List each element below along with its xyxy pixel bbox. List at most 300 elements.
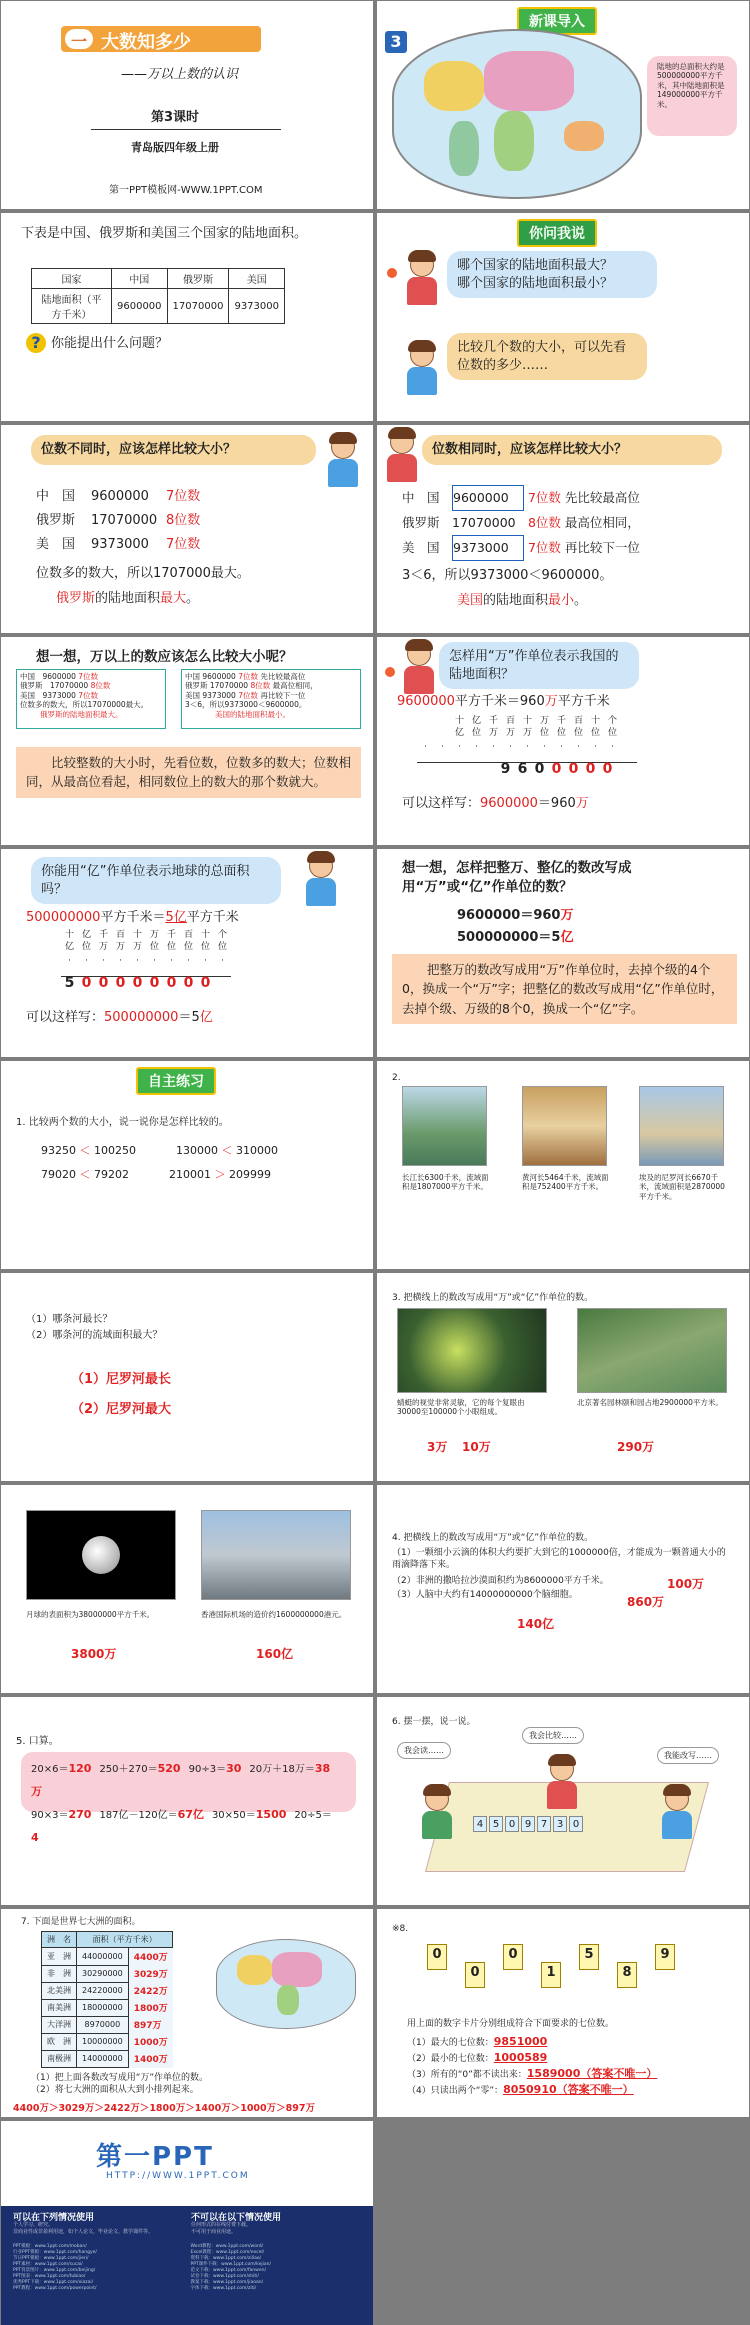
th-russia: 俄罗斯 (167, 269, 229, 289)
place-label: 万 (505, 728, 515, 738)
res-unit: 万 (575, 796, 589, 811)
row-digits: 7位数 (527, 540, 561, 555)
place-label: 位 (166, 942, 176, 952)
world-map (392, 29, 642, 199)
number-card: 9 (521, 1816, 535, 1832)
answer: 1000589 (493, 2051, 548, 2064)
row-number: 17070000 (452, 515, 516, 530)
kid-1 (417, 1787, 455, 1841)
digit: 0 (149, 975, 160, 991)
digit: 5 (64, 975, 75, 991)
answer: 8050910（答案不唯一） (503, 2083, 634, 2096)
area: 14000000 (77, 2050, 129, 2067)
star-label: ※8. (392, 1924, 409, 1934)
question: 你能提出什么问题？ (51, 336, 169, 351)
nile-photo (639, 1086, 724, 1166)
mini-conclusion: 3＜6，所以9373000＜9600000。 (185, 700, 307, 710)
bubble: 你能用“亿”作单位表示地球的总面积吗？ (31, 857, 281, 904)
title-number: 一 (65, 29, 93, 49)
slide-1-title[interactable] (1, 1, 373, 209)
eq-mid: 平方千米＝ (100, 910, 166, 925)
q: 3. 把横线上的数改写成用“万”或“亿”作单位的数。 (392, 1293, 594, 1303)
slide-11-practice[interactable] (1, 1061, 373, 1269)
mini-result: 美国的陆地面积最小。 (215, 709, 290, 719)
place-label: 位 (607, 728, 617, 738)
row-tip: 再比较下一位 (564, 540, 640, 555)
place-label: 百 (573, 716, 583, 726)
summer-palace-photo (577, 1308, 727, 1393)
digit-card: 9 (655, 1944, 675, 1970)
compare-rows (402, 485, 640, 561)
sign: ＜ (221, 1144, 233, 1157)
expression: 187亿－120亿＝ (99, 1810, 178, 1821)
mini-conclusion: 位数多的数大，所以17070000最大。 (20, 700, 149, 710)
continent: 南极洲 (42, 2050, 77, 2067)
q1: （1）哪条河最长？ (26, 1314, 113, 1325)
digit: 0 (183, 975, 194, 991)
number-card: 3 (553, 1816, 567, 1832)
slide-7-summary[interactable] (1, 637, 373, 845)
digit-card: 1 (541, 1962, 561, 1988)
digit-card: 0 (503, 1944, 523, 1970)
mini-number: 9373000 (202, 690, 236, 700)
girl-avatar (399, 642, 437, 696)
q1: 哪个国家的陆地面积最大？ (457, 258, 614, 273)
place-label: 十 (200, 930, 210, 940)
place-label: 万 (539, 716, 549, 726)
table-row (42, 1965, 173, 1982)
caption-dragonfly: 蜻蜓的视觉非常灵敏，它的每个复眼由30000至100000个小眼组成。 (397, 1398, 525, 1417)
number-card: 5 (489, 1816, 503, 1832)
a1: 3万 (427, 1440, 448, 1454)
slide-8-wan[interactable] (377, 637, 749, 845)
cannot-item: 任何形式的在线付费下载。 (191, 2222, 252, 2228)
digit: 0 (98, 975, 109, 991)
val-china: 9600000 (112, 289, 168, 324)
slide-13-answers[interactable] (1, 1273, 373, 1481)
row-tip: 先比较最高位 (564, 490, 640, 505)
airport-photo (201, 1510, 351, 1600)
bullet-icon (385, 667, 395, 677)
q: 4. 把横线上的数改写成用“万”或“亿”作单位的数。 (392, 1533, 594, 1543)
sign: ＜ (79, 1144, 91, 1157)
country: 俄罗斯 (56, 591, 96, 606)
line-2 (407, 2051, 547, 2066)
digit: 0 (166, 975, 177, 991)
eq-mid: 平方千米＝960 (454, 694, 545, 709)
place-dot: · (492, 742, 495, 752)
conclusion-2 (56, 590, 199, 608)
digit: 0 (551, 761, 562, 777)
rule-box: 把整万的数改写成用“万”作单位时，去掉个级的4个0，换成一个“万”字；把整亿的数改写成用“亿”作单位时，去掉个级、万级的8个0，换成一个“亿”字。 (392, 954, 737, 1024)
line-1 (407, 2035, 547, 2050)
area: 10000000 (77, 2033, 129, 2050)
place-label: 个 (217, 930, 227, 940)
place-label: 万 (132, 942, 142, 952)
place-dot: · (594, 742, 597, 752)
th-name: 洲 名 (42, 1932, 77, 1948)
q: 7. 下面是世界七大洲的面积。 (21, 1917, 141, 1927)
area: 18000000 (77, 1999, 129, 2016)
link-item: 试卷下载：www.1ppt.com/shiti/ (190, 2274, 259, 2280)
num-right: 310000 (236, 1144, 278, 1157)
conclusion-2 (457, 592, 587, 610)
place-dot: · (475, 742, 478, 752)
a3: 290万 (617, 1440, 655, 1454)
mini-digits: 8位数 (250, 681, 271, 691)
bubble: 怎样用“万”作单位表示我国的陆地面积？ (439, 642, 639, 689)
boy-avatar (323, 435, 361, 489)
link-item: PPT课件下载：www.1ppt.com/kejian/ (190, 2262, 271, 2268)
place-label: 万 (115, 942, 125, 952)
a2: （2）尼罗河最大 (71, 1402, 172, 1417)
link-item: 范文下载：www.1ppt.com/fanwen/ (190, 2268, 266, 2274)
row-number: 9373000 (452, 535, 524, 561)
place-label: 百 (505, 716, 515, 726)
slide-5-compare-digits[interactable] (1, 425, 373, 633)
number-card: 7 (537, 1816, 551, 1832)
expression: 20÷5＝ (294, 1810, 332, 1821)
row-digits: 7位数 (527, 490, 561, 505)
link-item: Word教程：www.1ppt.com/word/ (190, 2244, 264, 2249)
th-area: 面积（平方千米） (77, 1932, 173, 1948)
expression: 20×6＝ (31, 1764, 69, 1775)
area-wan: 1000万 (133, 2038, 168, 2048)
boy-avatar (301, 854, 339, 908)
bubble: 位数相同时，应该怎样比较大小？ (422, 435, 722, 465)
caption-airport: 香港国际机场的造价约1600000000港元。 (201, 1610, 347, 1619)
tag-practice: 自主练习 (136, 1067, 216, 1095)
table-row (42, 1982, 173, 1999)
girl-avatar (402, 253, 440, 307)
mini-result: 俄罗斯的陆地面积最大。 (40, 709, 123, 719)
world-map-small (216, 1939, 356, 2029)
res-label: 可以这样写： (26, 1010, 105, 1025)
eq-number: 9600000 (397, 694, 455, 709)
place-dot: · (543, 742, 546, 752)
eq-unit: 5亿 (165, 910, 187, 925)
yellow-river-photo (522, 1086, 607, 1166)
table-row (42, 2033, 173, 2050)
area-wan: 3029万 (133, 1970, 168, 1980)
result (402, 795, 589, 813)
mini-slide-2 (181, 669, 361, 729)
th-usa: 美国 (229, 269, 285, 289)
row-country: 俄罗斯 (402, 515, 440, 530)
answer-bubble: 比较几个数的大小，可以先看位数的多少…… (447, 333, 647, 380)
a2: 860万 (627, 1595, 665, 1609)
dragonfly-photo (397, 1308, 547, 1393)
mini-tip: 先比较最高位 (260, 672, 306, 681)
example-2 (457, 929, 573, 947)
row-digits: 7位数 (166, 537, 201, 552)
table-row (42, 1999, 173, 2016)
mini-row: 美国 9373000 (20, 690, 76, 700)
answer: 30 (226, 1762, 242, 1775)
place-dot: · (221, 956, 224, 966)
slide-15-moon[interactable] (1, 1485, 373, 1693)
badge-3: 3 (385, 31, 407, 53)
answer: 9851000 (493, 2035, 548, 2048)
place-dot: · (509, 742, 512, 752)
num-right: 209999 (229, 1168, 271, 1181)
logo: 第一PPT (96, 2142, 214, 2172)
place-dot: · (85, 956, 88, 966)
tag-ask: 你问我说 (517, 219, 597, 247)
continent-table (41, 1931, 173, 2068)
row-label: 陆地面积（平方千米） (32, 289, 112, 324)
subtitle: ——万以上数的认识 (121, 67, 239, 82)
can-list (13, 2222, 173, 2235)
answer: 4 (31, 1831, 39, 1844)
num-left: 93250 (41, 1144, 76, 1157)
can-title: 可以在下列情况使用 (13, 2213, 95, 2223)
digit: 0 (568, 761, 579, 777)
mini-digits: 7位数 (238, 672, 258, 681)
num-left: 130000 (176, 1144, 218, 1157)
link-item: PPT模板：www.1ppt.com/moban/ (13, 2244, 87, 2249)
label: （3）所有的“0”都不读出来： (407, 2070, 527, 2080)
q: 5. 口算。 (16, 1736, 59, 1747)
row-country: 中 国 (36, 489, 76, 504)
continent: 非 洲 (42, 1965, 77, 1982)
num-right: 100250 (94, 1144, 136, 1157)
place-label: 亿 (64, 942, 74, 952)
place-label: 十 (522, 716, 532, 726)
row-number: 9600000 (452, 485, 524, 511)
slide-9-yi[interactable] (1, 849, 373, 1057)
row-number: 9600000 (91, 489, 149, 504)
slide-3-table[interactable] (1, 213, 373, 421)
kid-3 (657, 1787, 695, 1841)
link-item: 行业PPT模板：www.1ppt.com/hangye/ (13, 2250, 97, 2256)
digit: 0 (81, 975, 92, 991)
place-label: 十 (64, 930, 74, 940)
place-chart (417, 717, 647, 777)
caption-moon: 月球的表面积为38000000平方千米。 (26, 1610, 155, 1619)
place-dot: · (560, 742, 563, 752)
link-list (13, 2244, 363, 2293)
mini-row: 俄罗斯 17070000 (20, 681, 89, 691)
bubble: 位数不同时，应该怎样比较大小？ (31, 435, 316, 465)
res-label: 可以这样写： (402, 796, 481, 811)
answer: 270 (68, 1808, 92, 1821)
digit: 0 (132, 975, 143, 991)
row-number: 17070000 (91, 513, 158, 528)
label: （2）最小的七位数： (407, 2054, 494, 2064)
place-dot: · (611, 742, 614, 752)
bubble-rewrite: 我能改写…… (657, 1747, 719, 1764)
digit: 0 (534, 761, 545, 777)
mini-tip: 最高位相同， (272, 681, 318, 691)
answer: 67亿 (177, 1808, 204, 1821)
area-note: 陆地的总面积大约是500000000平方千米，其中陆地面积是149000000平方千米。 (647, 56, 737, 136)
link-item: 节日PPT模板：www.1ppt.com/jieri/ (13, 2256, 89, 2262)
row-digits: 8位数 (166, 513, 201, 528)
oral-box (21, 1752, 356, 1844)
expression: 90÷3＝ (188, 1764, 227, 1775)
row-tip: 最高位相同， (564, 515, 640, 530)
can-item: 个人学习、研究。 (13, 2222, 54, 2228)
place-dot: · (68, 956, 71, 966)
line-2: （2）非洲的撒哈拉沙漠面积约为8600000平方千米。 (392, 1576, 609, 1586)
intro-text: 下表是中国、俄罗斯和美国三个国家的陆地面积。 (21, 226, 308, 241)
rewrite-title: 想一想，怎样把整万、整亿的数改写成用“万”或“亿”作单位的数？ (402, 860, 632, 895)
practice-q: 1. 比较两个数的大小，说一说你是怎样比较的。 (16, 1117, 229, 1128)
lesson: 第3课时 (151, 110, 200, 125)
slide-21-credits[interactable] (1, 2121, 373, 2325)
place-dot: · (119, 956, 122, 966)
expression: 30×50＝ (211, 1810, 256, 1821)
place-label: 位 (149, 942, 159, 952)
row-digits: 8位数 (527, 515, 561, 530)
place-label: 万 (149, 930, 159, 940)
equation (26, 909, 239, 927)
girl-avatar (382, 430, 420, 484)
place-dot: · (136, 956, 139, 966)
slide-2-map[interactable] (377, 1, 749, 209)
place-label: 位 (539, 728, 549, 738)
slide-6-compare-same[interactable] (377, 425, 749, 633)
eq-end: 平方千米 (557, 694, 610, 709)
place-label: 万 (488, 728, 498, 738)
link-item: PPT图表：www.1ppt.com/tubiao/ (13, 2274, 86, 2280)
answer: 1589000（答案不唯一） (526, 2067, 658, 2080)
place-label: 千 (98, 930, 108, 940)
period: 。 (186, 591, 200, 606)
place-label: 百 (115, 930, 125, 940)
res-eq: ＝5 (178, 1010, 200, 1025)
expression: 20万＋18万＝ (249, 1764, 315, 1775)
place-dot: · (424, 742, 427, 752)
place-label: 亿 (81, 930, 91, 940)
mini-digits: 7位数 (78, 690, 99, 700)
expression: 90×3＝ (31, 1810, 69, 1821)
place-dot: · (577, 742, 580, 752)
info-panel (1, 2206, 373, 2325)
row-digits: 7位数 (166, 489, 201, 504)
row-country: 美 国 (36, 537, 76, 552)
label: （1）最大的七位数： (407, 2038, 494, 2048)
place-label: 千 (166, 930, 176, 940)
result: 最大 (160, 591, 187, 606)
pairs (41, 1139, 278, 1187)
place-label: 位 (556, 728, 566, 738)
caption-nile: 埃及的尼罗河长6670千米，流域面积是2870000平方千米。 (639, 1173, 725, 1201)
bullet-icon (387, 268, 397, 278)
place-label: 十 (132, 930, 142, 940)
digit: 0 (200, 975, 211, 991)
link-item: PPT教程：www.1ppt.com/powerpoint/ (13, 2286, 97, 2292)
divider (91, 129, 281, 130)
answer: 38万 (31, 1762, 331, 1798)
mini-row: 中国 9600000 (20, 672, 76, 681)
area: 30290000 (77, 1965, 129, 1982)
area-wan: 4400万 (133, 1953, 168, 1963)
slide-12-rivers[interactable] (377, 1061, 749, 1269)
a3: 140亿 (517, 1617, 555, 1631)
place-label: 百 (183, 930, 193, 940)
digit-card: 0 (465, 1962, 485, 1988)
kid-2 (542, 1757, 580, 1811)
table-row (42, 2050, 173, 2067)
slide-14-rewrite[interactable] (377, 1273, 749, 1481)
place-chart (61, 931, 291, 991)
can-item: 非商业性或非盈利用途，如个人论文、毕业论文、教学课件等。 (13, 2228, 154, 2235)
digit: 9 (500, 761, 511, 777)
res-eq: ＝960 (537, 796, 576, 811)
rule-box: 比较整数的大小时，先看位数，位数多的数大；位数相同，从最高位看起，相同数位上的数大的那个数就大。 (16, 747, 361, 798)
area-wan: 897万 (133, 2021, 162, 2031)
result (26, 1009, 213, 1027)
url: HTTP://WWW.1PPT.COM (106, 2171, 250, 2181)
mini-tip: 再比较下一位 (260, 690, 306, 700)
continent: 南美洲 (42, 1999, 77, 2016)
country: 美国 (457, 593, 484, 608)
caption-yellow: 黄河长5464千米，流域面积是752400平方千米。 (522, 1173, 609, 1192)
val-usa: 9373000 (229, 289, 285, 324)
place-label: 位 (200, 942, 210, 952)
slide-19-continents[interactable] (1, 1909, 373, 2117)
task-2: （2）将七大洲的面积从大到小排列起来。 (31, 2085, 199, 2095)
slide-10-rewrite[interactable] (377, 849, 749, 1057)
mini-country: 俄罗斯 (185, 681, 208, 691)
question-icon: ? (26, 333, 46, 353)
sign: ＜ (79, 1168, 91, 1181)
order-answer: 4400万＞3029万＞2422万＞1800万＞1400万＞1000万＞897万 (13, 2103, 315, 2114)
answer: 120 (68, 1762, 92, 1775)
q: 6. 摆一摆，说一说。 (392, 1717, 476, 1727)
edition: 青岛版四年级上册 (131, 141, 219, 154)
digit-card: 5 (579, 1944, 599, 1970)
place-dot: · (441, 742, 444, 752)
summary-title: 想一想，万以上的数应该怎么比较大小呢？ (36, 649, 293, 665)
slide-17-oral[interactable] (1, 1697, 373, 1905)
continent: 大洋洲 (42, 2016, 77, 2033)
area-wan: 2422万 (133, 1987, 168, 1997)
place-label: 亿 (471, 716, 481, 726)
slide-18-cards[interactable] (377, 1697, 749, 1905)
expression: 250＋270＝ (99, 1764, 158, 1775)
a2: 160亿 (256, 1647, 294, 1661)
conclusion-1: 3＜6，所以9373000＜9600000。 (402, 568, 613, 583)
table-row (42, 2016, 173, 2033)
q2: （2）哪条河的流域面积最大？ (26, 1330, 163, 1341)
row-number: 9373000 (91, 537, 149, 552)
slide-20-star[interactable] (377, 1909, 749, 2117)
line-4 (407, 2083, 634, 2098)
res-number: 500000000 (104, 1010, 179, 1025)
tag-intro: 新课导入 (517, 7, 597, 35)
slide-16-rewrite[interactable] (377, 1485, 749, 1693)
table-row (42, 1948, 173, 1966)
ex-text: 9600000＝960 (457, 908, 561, 923)
place-dot: · (204, 956, 207, 966)
place-label: 十 (590, 716, 600, 726)
continent: 北美洲 (42, 1982, 77, 1999)
slide-4-ask[interactable] (377, 213, 749, 421)
ex-text: 500000000＝5 (457, 930, 561, 945)
q-num: 2. (392, 1073, 401, 1083)
place-label: 位 (217, 942, 227, 952)
link-item: Excel教程：www.1ppt.com/excel/ (190, 2250, 265, 2256)
num-left: 210001 (169, 1168, 211, 1181)
equation (397, 693, 610, 711)
mini-number: 17070000 (209, 681, 249, 691)
val-russia: 17070000 (167, 289, 229, 324)
digit: 0 (602, 761, 613, 777)
boy-avatar (402, 343, 440, 397)
